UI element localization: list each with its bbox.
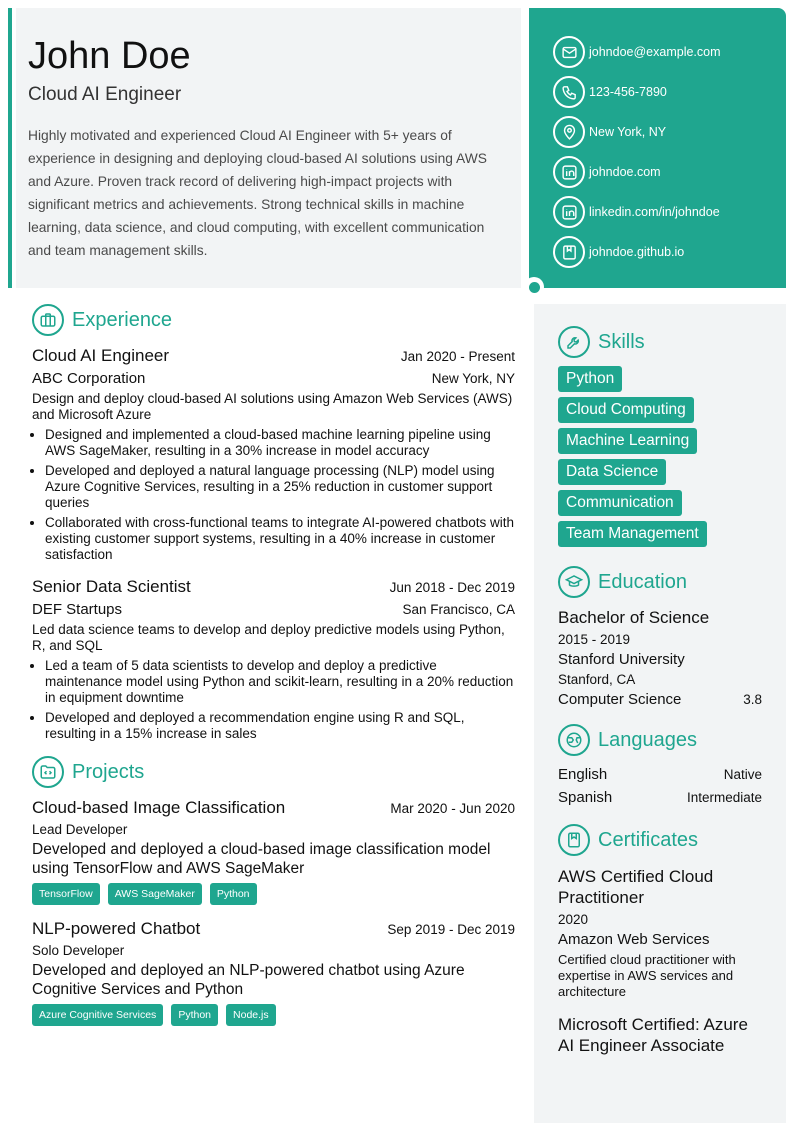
language-level: Intermediate xyxy=(686,790,762,805)
map-pin-icon xyxy=(553,116,585,148)
projects-header xyxy=(32,756,515,788)
certificate-name: AWS Certified Cloud Practitioner xyxy=(558,867,714,907)
contact-website-text: johndoe.com xyxy=(589,165,661,179)
globe-icon xyxy=(558,724,590,756)
contact-github[interactable] xyxy=(553,232,786,272)
job-company: DEF Startups xyxy=(32,601,123,618)
education-header xyxy=(558,566,762,598)
education-location: Stanford, CA xyxy=(558,672,636,687)
job-location: New York, NY xyxy=(431,371,515,386)
accent-bar xyxy=(8,8,12,288)
contact-phone-text: 123-456-7890 xyxy=(589,85,667,99)
job-location: San Francisco, CA xyxy=(402,602,515,617)
project-tag: Python xyxy=(171,1004,218,1026)
project-tag: TensorFlow xyxy=(32,883,100,905)
job-bullets xyxy=(32,427,515,563)
certificates-title: Certificates xyxy=(598,828,699,851)
job-bullet: • Developed and deployed a natural language processing (NLP) model using Azure Cognitive Services, resulting in a 25% reduction in customer support queries xyxy=(45,463,515,511)
project-title: Cloud-based Image Classification xyxy=(32,798,286,817)
education-title: Education xyxy=(598,570,687,593)
contact-linkedin-text: linkedin.com/in/johndoe xyxy=(589,205,720,219)
candidate-role: Cloud AI Engineer xyxy=(28,83,182,105)
contact-github-text: johndoe.github.io xyxy=(589,245,685,259)
job-bullets xyxy=(32,658,515,742)
skill-tag: Communication xyxy=(558,490,682,516)
certificate-description: Certified cloud practitioner with expertise in AWS services and architecture xyxy=(558,952,736,999)
skills-title: Skills xyxy=(598,330,645,353)
job-company: ABC Corporation xyxy=(32,370,146,387)
language-name: English xyxy=(558,766,608,783)
certificates-header xyxy=(558,824,762,856)
certificate-book-icon xyxy=(558,824,590,856)
education-years: 2015 - 2019 xyxy=(558,632,631,647)
certificate-name: Microsoft Certified: Azure AI Engineer Associate xyxy=(558,1015,748,1055)
project-description: Developed and deployed a cloud-based image classification model using TensorFlow and AWS SageMaker xyxy=(32,841,491,877)
job-bullet: • Collaborated with cross-functional teams to integrate AI-powered chatbots with existing customer support systems, resulting in a 40% increase in customer satisfaction xyxy=(45,515,515,563)
education-gpa: 3.8 xyxy=(743,692,762,707)
skill-tag: Data Science xyxy=(558,459,666,485)
candidate-name: John Doe xyxy=(28,35,191,77)
project-dates: Sep 2019 - Dec 2019 xyxy=(387,922,515,937)
job-bullet: • Developed and deployed a recommendation engine using R and SQL, resulting in a 15% increase in sales xyxy=(45,710,515,742)
briefcase-icon xyxy=(32,304,64,336)
experience-title: Experience xyxy=(72,308,173,331)
skills-header xyxy=(558,326,762,358)
linkedin-icon xyxy=(553,156,585,188)
education-degree: Bachelor of Science xyxy=(558,608,710,627)
skill-tag: Machine Learning xyxy=(558,428,697,454)
wrench-icon xyxy=(558,326,590,358)
job-title: Cloud AI Engineer xyxy=(32,346,170,365)
job-bullet: • Designed and implemented a cloud-based machine learning pipeline using AWS SageMaker, resulting in a 30% increase in model accuracy xyxy=(45,427,515,459)
project-role: Lead Developer xyxy=(32,822,128,837)
project-tag: AWS SageMaker xyxy=(108,883,202,905)
languages-header xyxy=(558,724,762,756)
timeline-dot xyxy=(529,282,540,293)
project-tag: Azure Cognitive Services xyxy=(32,1004,163,1026)
project-tags xyxy=(32,883,515,905)
certificate-year: 2020 xyxy=(558,912,589,927)
contact-email[interactable] xyxy=(553,32,786,72)
graduation-cap-icon xyxy=(558,566,590,598)
summary-text: Highly motivated and experienced Cloud AI Engineer with 5+ years of experience in designing and deploying cloud-based AI solutions using AWS and Azure. Proven track record of delivering high-impact projects with significant metrics and achievements. Strong technical skills in machine learning, data science, and cloud computing, with excellent communication and team management skills. xyxy=(28,127,487,258)
language-row xyxy=(558,789,762,806)
skill-list xyxy=(558,366,762,552)
main-column xyxy=(32,304,515,1026)
project-dates: Mar 2020 - Jun 2020 xyxy=(390,801,515,816)
contact-phone[interactable] xyxy=(553,72,786,112)
bookmark-book-icon xyxy=(553,236,585,268)
language-name: Spanish xyxy=(558,789,613,806)
header-panel xyxy=(16,8,521,288)
skill-tag: Team Management xyxy=(558,521,707,547)
contact-email-text: johndoe@example.com xyxy=(589,45,721,59)
project-role: Solo Developer xyxy=(32,943,125,958)
education-school: Stanford University xyxy=(558,651,685,668)
phone-icon xyxy=(553,76,585,108)
job-entry xyxy=(32,346,515,563)
job-entry xyxy=(32,577,515,742)
contact-website[interactable] xyxy=(553,152,786,192)
skill-tag: Cloud Computing xyxy=(558,397,694,423)
contact-location xyxy=(553,112,786,152)
language-row xyxy=(558,766,762,783)
sidebar xyxy=(534,304,786,1123)
project-tag: Node.js xyxy=(226,1004,276,1026)
mail-icon xyxy=(553,36,585,68)
job-title: Senior Data Scientist xyxy=(32,577,191,596)
contact-panel xyxy=(529,8,786,288)
linkedin-icon xyxy=(553,196,585,228)
education-field: Computer Science xyxy=(558,691,682,708)
contact-location-text: New York, NY xyxy=(589,125,667,139)
experience-header xyxy=(32,304,515,336)
skill-tag: Python xyxy=(558,366,622,392)
project-entry xyxy=(32,919,515,1026)
project-title: NLP-powered Chatbot xyxy=(32,919,201,938)
project-tag: Python xyxy=(210,883,257,905)
projects-title: Projects xyxy=(72,760,145,783)
language-level: Native xyxy=(723,767,762,782)
languages-title: Languages xyxy=(598,728,697,751)
certificate-issuer: Amazon Web Services xyxy=(558,931,710,948)
job-dates: Jun 2018 - Dec 2019 xyxy=(389,580,515,595)
project-description: Developed and deployed an NLP-powered chatbot using Azure Cognitive Services and Python xyxy=(32,962,465,998)
job-bullet: • Led a team of 5 data scientists to develop and deploy a predictive maintenance model using Python and scikit-learn, resulting in a 20% reduction in equipment downtime xyxy=(45,658,515,706)
job-description: Led data science teams to develop and deploy predictive models using Python, R, and SQL xyxy=(32,622,505,653)
job-dates: Jan 2020 - Present xyxy=(400,349,515,364)
project-entry xyxy=(32,798,515,905)
contact-linkedin[interactable] xyxy=(553,192,786,232)
job-description: Design and deploy cloud-based AI solutions using Amazon Web Services (AWS) and Microsoft Azure xyxy=(32,391,513,422)
folder-code-icon xyxy=(32,756,64,788)
project-tags xyxy=(32,1004,515,1026)
